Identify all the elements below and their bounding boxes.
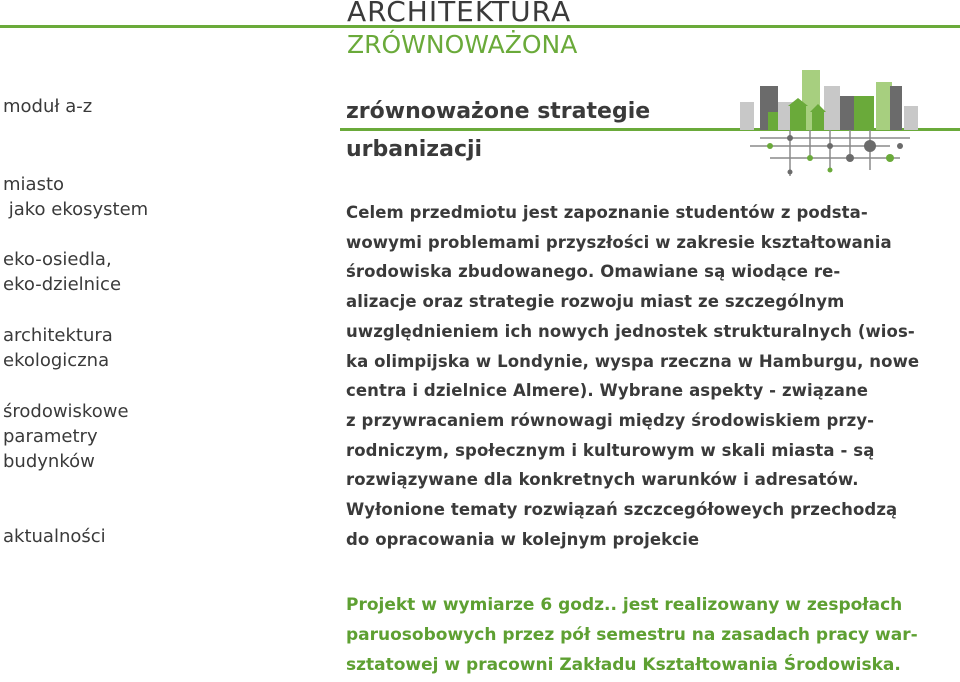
section-heading-line1: zrównoważone strategie xyxy=(346,99,651,124)
description-line: uwzględnieniem ich nowych jednostek strukturalnych (wios- xyxy=(346,321,915,341)
description-line: Celem przedmiotu jest zapoznanie studentów z podsta- xyxy=(346,203,868,222)
description-line: alizacje oraz strategie rozwoju miast ze szczególnym xyxy=(346,292,845,312)
sidebar-item-architektura[interactable]: architektura ekologiczna xyxy=(3,325,113,371)
page-subtitle: ZRÓWNOWAŻONA xyxy=(347,30,578,59)
description-line: środowiska zbudowanego. Omawiane są wiodące re- xyxy=(346,262,841,282)
project-line: paruosobowych przez pół semestru na zasadach pracy war- xyxy=(346,625,918,645)
sustainable-city-icon xyxy=(740,62,958,182)
sidebar-item-miasto[interactable]: miasto jako ekosystem xyxy=(3,174,149,220)
sidebar-item-aktualnosci[interactable]: aktualności xyxy=(3,526,106,547)
project-line: Projekt w wymiarze 6 godz.. jest realizowany w zespołach xyxy=(346,595,903,615)
project-info xyxy=(346,590,956,680)
description-line: rodniczym, społecznym i kulturowym w skali miasta - są xyxy=(346,440,875,460)
sidebar-item-srodowiskowe[interactable]: środowiskowe parametry budynków xyxy=(3,401,129,472)
description-line: wowymi problemami przyszłości w zakresie kształtowania xyxy=(346,232,892,252)
description-line: centra i dzielnice Almere). Wybrane aspekty - związane xyxy=(346,381,869,401)
section-heading-line2: urbanizacji xyxy=(346,137,483,162)
description-line: do opracowania w kolejnym projekcie xyxy=(346,529,700,549)
description-line: rozwiązywane dla konkretnych warunków i adresatów. xyxy=(346,470,859,490)
page-title: ARCHITEKTURA xyxy=(347,0,572,28)
description-line: z przywracaniem równowagi między środowiskiem przy- xyxy=(346,410,875,430)
course-description xyxy=(346,198,946,554)
sidebar-item-modul-a-z[interactable]: moduł a-z xyxy=(3,96,93,117)
description-line: ka olimpijska w Londynie, wyspa rzeczna w Hamburgu, nowe xyxy=(346,351,920,371)
sidebar-item-eko-osiedla[interactable]: eko-osiedla, eko-dzielnice xyxy=(3,249,122,295)
section-heading xyxy=(346,93,650,169)
project-line: sztatowej w pracowni Zakładu Kształtowania Środowiska. xyxy=(346,655,901,675)
description-line: Wyłonione tematy rozwiązań szczcegółoweych przechodzą xyxy=(346,500,898,520)
